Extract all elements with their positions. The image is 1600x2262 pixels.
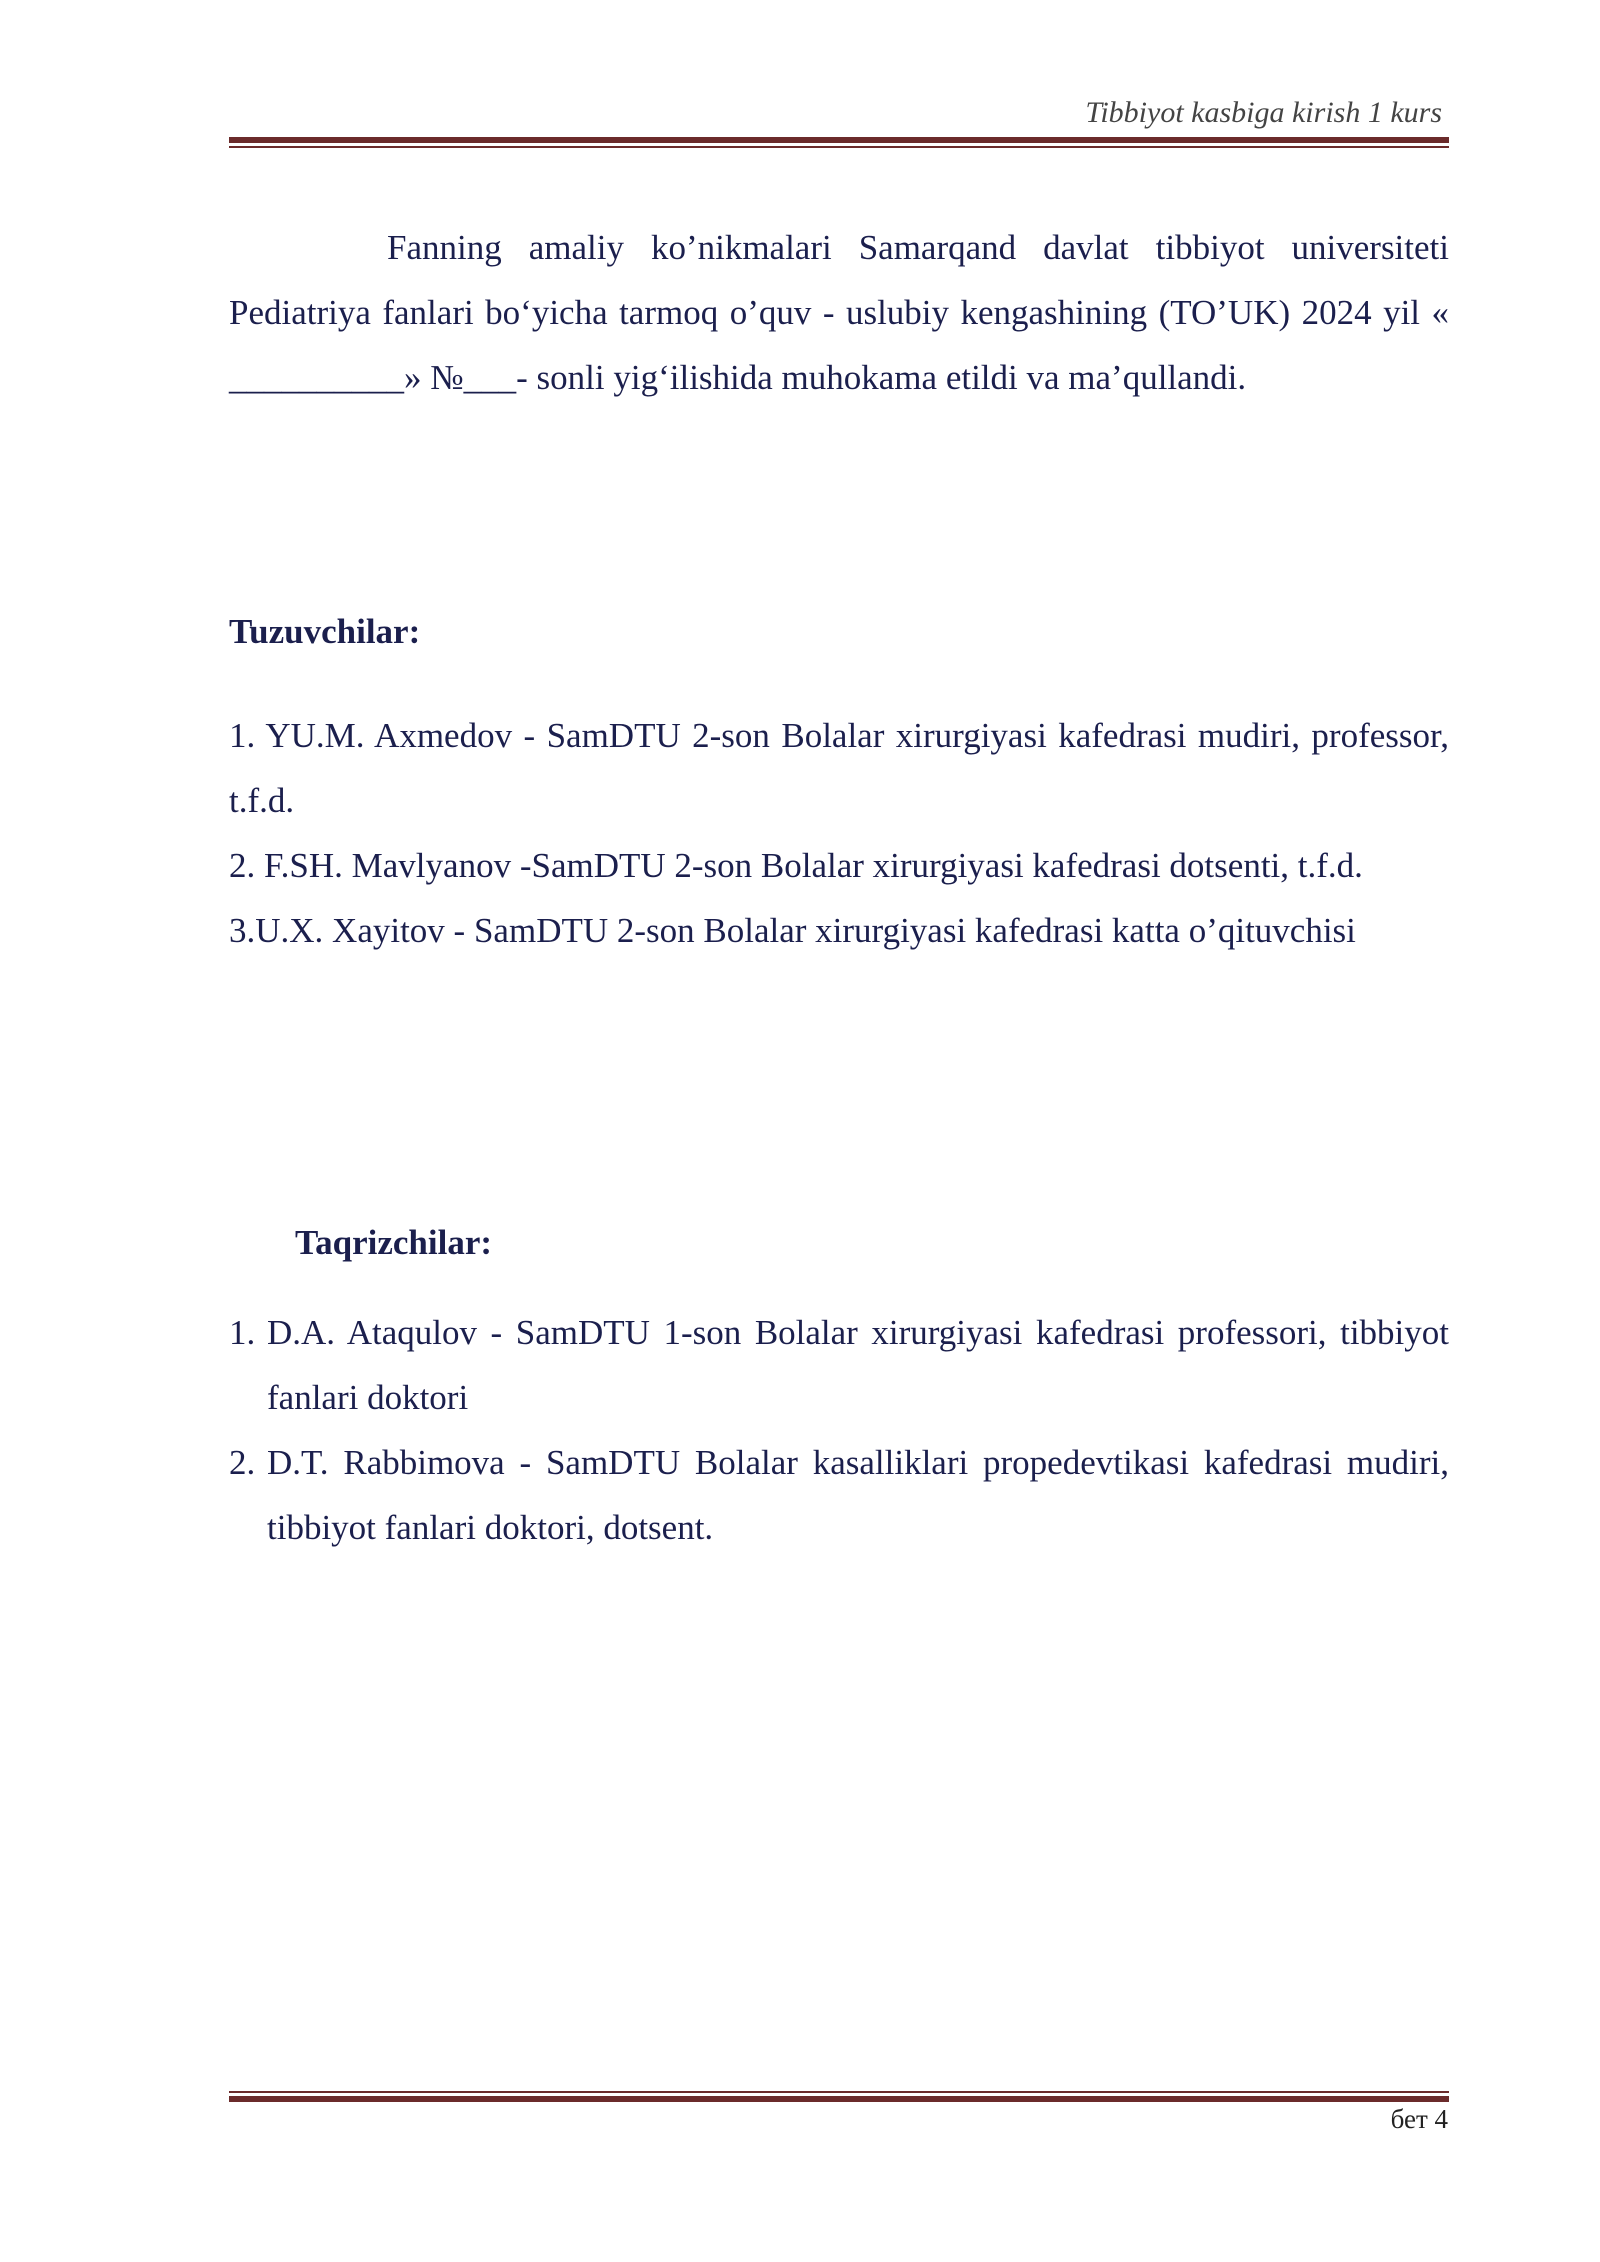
- header-rule: [229, 137, 1449, 148]
- footer-rule: [229, 2091, 1449, 2102]
- page-number: бет 4: [1390, 2104, 1448, 2134]
- reviewers-list: [229, 1300, 1449, 1560]
- authors-heading: Tuzuvchilar:: [229, 612, 421, 651]
- author-entry-3: 3.U.X. Xayitov - SamDTU 2-son Bolalar xirurgiyasi kafedrasi katta o’qituvchisi: [229, 911, 1356, 950]
- reviewer-text: D.A. Ataqulov - SamDTU 1-son Bolalar xirurgiyasi kafedrasi professori, tibbiyot fanlari doktori: [267, 1313, 1449, 1417]
- author-entry-1: 1. YU.M. Axmedov - SamDTU 2-son Bolalar xirurgiyasi kafedrasi mudiri, professor, t.f.d.: [229, 716, 1449, 820]
- intro-paragraph: Fanning amaliy ko’nikmalari Samarqand davlat tibbiyot universiteti Pediatriya fanlari bo‘yicha tarmoq o’quv - uslubiy kengashining (TO’UK) 2024 yil « __________» №___- sonli yig‘ilishida muhokama etildi va ma’qullandi.: [229, 228, 1449, 397]
- header-rule-thin-line: [229, 146, 1449, 148]
- reviewer-entry-2: [229, 1430, 1449, 1560]
- reviewer-number: 2.: [229, 1443, 256, 1482]
- footer-rule-thin-line: [229, 2091, 1449, 2093]
- reviewer-number: 1.: [229, 1313, 256, 1352]
- reviewer-text: D.T. Rabbimova - SamDTU Bolalar kasalliklari propedevtikasi kafedrasi mudiri, tibbiyot fanlari doktori, dotsent.: [267, 1443, 1449, 1547]
- author-entry-2: 2. F.SH. Mavlyanov -SamDTU 2-son Bolalar xirurgiyasi kafedrasi dotsenti, t.f.d.: [229, 846, 1363, 885]
- running-header: Tibbiyot kasbiga kirish 1 kurs: [1085, 96, 1442, 129]
- reviewers-heading: Taqrizchilar:: [295, 1223, 493, 1262]
- footer-rule-thick-line: [229, 2096, 1449, 2102]
- header-rule-thick-line: [229, 137, 1449, 143]
- authors-list: [229, 703, 1449, 963]
- reviewer-entry-1: [229, 1300, 1449, 1430]
